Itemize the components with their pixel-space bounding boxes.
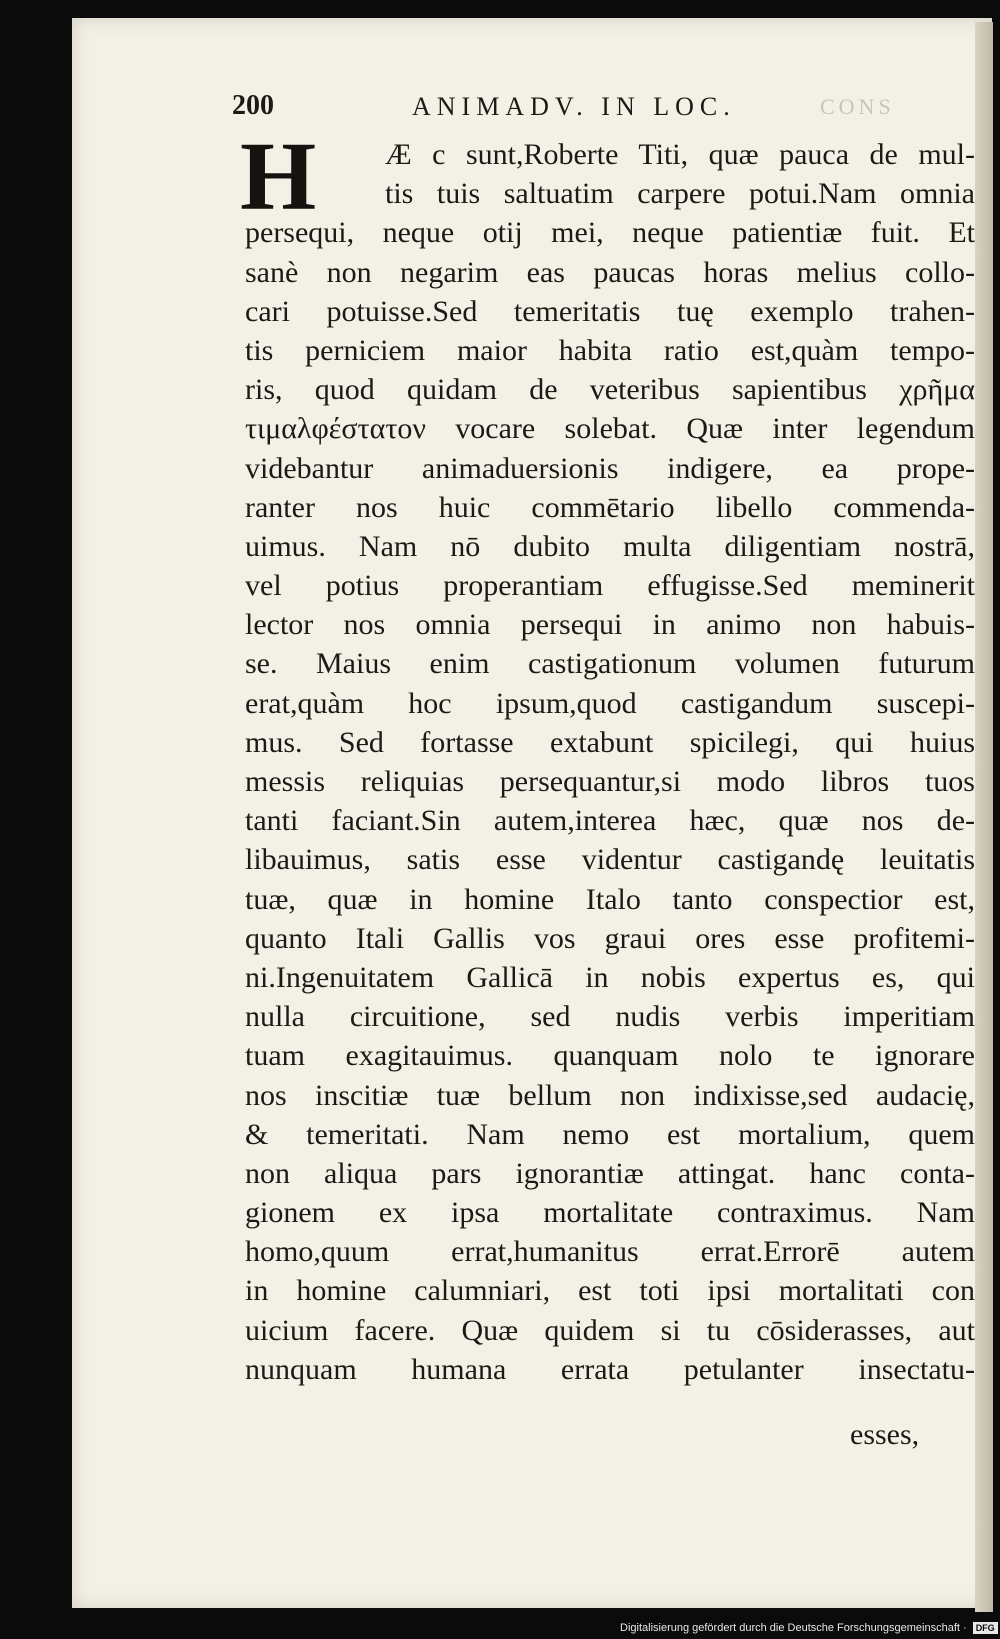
text-line: persequi, neque otij mei, neque patientiæ fuit. Et [245,216,975,250]
text-line: uimus. Nam nō dubito multa diligentiam nostrā, [245,529,975,563]
text-line: tuæ, quæ in homine Italo tanto conspectior est, [245,882,975,916]
text-line: ni.Ingenuitatem Gallicā in nobis expertus es, qui [245,960,975,994]
text-line: lector nos omnia persequi in animo non habuis- [245,608,975,642]
text-line: in homine calumniari, est toti ipsi mortalitati con [245,1274,975,1308]
text-line: τιμαλφέστατον vocare solebat. Quæ inter legendum [245,412,975,446]
text-block [245,135,975,1389]
text-line: uicium facere. Quæ quidem si tu cōsiderasses, aut [245,1313,975,1347]
text-line: se. Maius enim castigationum volumen futurum [245,647,975,681]
text-line: nulla circuitione, sed nudis verbis imperitiam [245,1000,975,1034]
text-line: ris, quod quidam de veteribus sapientibus χρῆμα [245,373,975,407]
text-line: nunquam humana errata petulanter insectatu- [245,1352,975,1386]
text-line: ranter nos huic commētario libello commenda- [245,490,975,524]
drop-cap: H [240,123,317,231]
text-line: cari potuisse.Sed temeritatis tuę exemplo trahen- [245,294,975,328]
text-line: non aliqua pars ignorantiæ attingat. hanc conta- [245,1156,975,1190]
text-line: sanè non negarim eas paucas horas melius collo- [245,255,975,289]
text-line: nos inscitiæ tuæ bellum non indixisse,sed audacię, [245,1078,975,1112]
text-line: videbantur animaduersionis indigere, ea prope- [245,451,975,485]
text-line: vel potius properantiam effugisse.Sed meminerit [245,569,975,603]
text-line: & temeritati. Nam nemo est mortalium, quem [245,1117,975,1151]
text-line: Æ c sunt,Roberte Titi, quæ pauca de mul- [385,138,975,171]
text-line: tanti faciant.Sin autem,interea hæc, quæ nos de- [245,804,975,838]
text-line: mus. Sed fortasse extabunt spicilegi, qui huius [245,725,975,759]
text-line: tis tuis saltuatim carpere potui.Nam omnia [385,177,975,211]
text-line: gionem ex ipsa mortalitate contraximus. Nam [245,1196,975,1230]
credit-text: Digitalisierung gefördert durch die Deutsche Forschungsgemeinschaft · [620,1622,967,1634]
text-line: quanto Itali Gallis vos graui ores esse profitemi- [245,921,975,955]
text-line: erat,quàm hoc ipsum,quod castigandum suscepi- [245,686,975,720]
catchword: esses, [850,1418,920,1451]
show-through-text: CONS [820,94,895,119]
text-line: libauimus, satis esse videntur castigandę leuitatis [245,843,975,877]
dfg-logo: DFG [973,1622,998,1634]
page-number: 200 [232,90,274,121]
body-lines [245,213,975,1389]
text-line: tis perniciem maior habita ratio est,quàm tempo- [245,333,975,367]
running-head: ANIMADV. IN LOC. [412,92,736,121]
text-line: tuam exagitauimus. quanquam nolo te ignorare [245,1039,975,1073]
page-edge [975,22,993,1612]
text-line: messis reliquias persequantur,si modo libros tuos [245,765,975,798]
text-line: homo,quum errat,humanitus errat.Errorē autem [245,1235,975,1269]
digitization-credit [620,1620,995,1636]
